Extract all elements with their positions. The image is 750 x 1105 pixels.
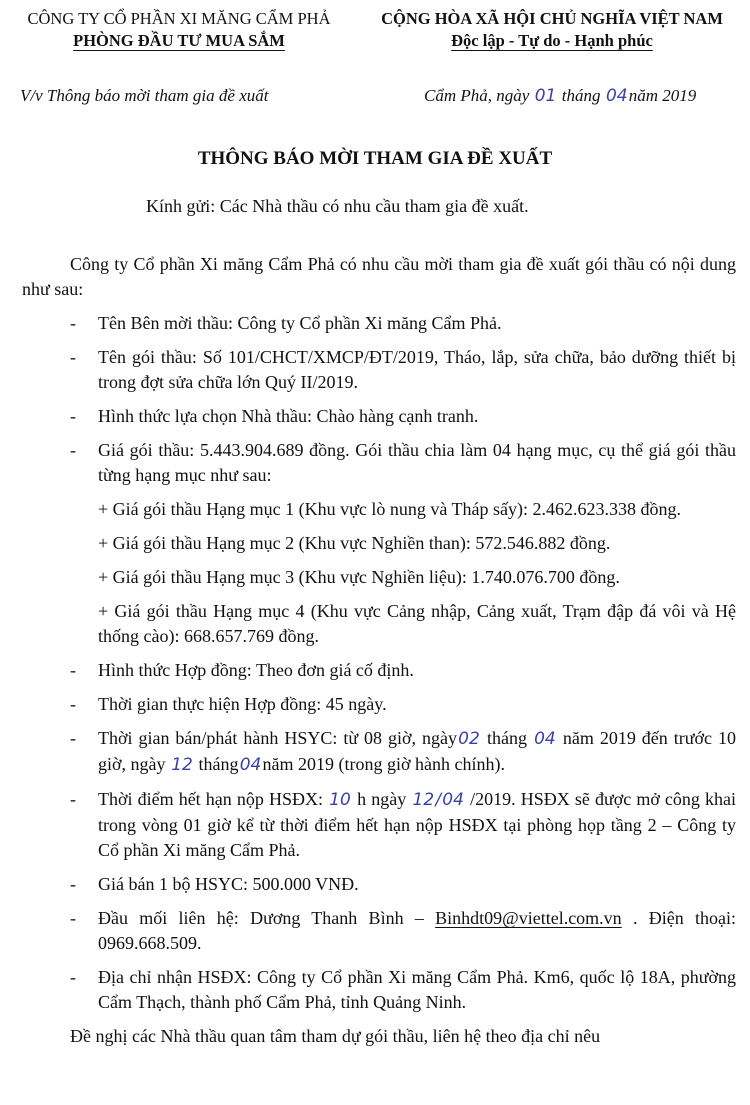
contact-email-link[interactable]: Binhdt09@viettel.com.vn xyxy=(435,908,622,928)
date-day-handwritten: 01 xyxy=(534,86,557,106)
release-text-4: tháng xyxy=(198,754,239,774)
sub-item-4: + Giá gói thầu Hạng mục 4 (Khu vực Cảng nhập, Cảng xuất, Trạm đập đá vôi và Hệ thống cào): 668.657.769 đồng. xyxy=(98,601,736,646)
sub-item-2: + Giá gói thầu Hạng mục 2 (Khu vực Nghiền than): 572.546.882 đồng. xyxy=(98,533,611,553)
contract-duration-text: Thời gian thực hiện Hợp đồng: 45 ngày. xyxy=(98,694,387,714)
dash-bullet: - xyxy=(70,789,76,809)
release-text-1: Thời gian bán/phát hành HSYC: từ 08 giờ, ngày xyxy=(98,728,457,748)
deadline-text-3: /2019. HSĐX sẽ được mở công khai trong vòng 01 giờ kể từ thời điểm hết hạn nộp HSĐX tại phòng họp tầng 2 – Công ty Cổ phần Xi măng Cẩm Phả. xyxy=(98,789,736,860)
motto xyxy=(362,30,742,52)
list-item-package-price xyxy=(22,438,736,488)
deadline-hour-handwritten: 10 xyxy=(329,790,351,810)
contract-type-text: Hình thức Hợp đồng: Theo đơn giá cố định. xyxy=(98,660,414,680)
list-item-package-name xyxy=(22,345,736,395)
list-item-hsyc-price xyxy=(22,872,736,897)
closing-paragraph: Đề nghị các Nhà thầu quan tâm tham dự gói thầu, liên hệ theo địa chỉ nêu xyxy=(70,1026,601,1046)
sub-item-3: + Giá gói thầu Hạng mục 3 (Khu vực Nghiền liệu): 1.740.076.700 đồng. xyxy=(98,567,620,587)
deadline-text-2: h ngày xyxy=(357,789,407,809)
dash-bullet: - xyxy=(70,908,76,928)
contact-text-2: . Điện thoại: 0969.668.509. xyxy=(98,908,737,953)
list-item-deadline xyxy=(22,787,736,863)
department-name xyxy=(8,30,350,52)
document-title: THÔNG BÁO MỜI THAM GIA ĐỀ XUẤT xyxy=(197,148,553,169)
package-price-text: Giá gói thầu: 5.443.904.689 đồng. Gói thầu chia làm 04 hạng mục, cụ thể giá gói thầu từng hạng mục như sau: xyxy=(98,440,736,485)
dash-bullet: - xyxy=(70,874,76,894)
release-text-3: năm 2019 đến trước 10 giờ, ngày xyxy=(98,728,736,774)
list-item-contract-duration xyxy=(22,692,736,717)
list-item-inviter xyxy=(22,311,736,336)
selection-method-text: Hình thức lựa chọn Nhà thầu: Chào hàng cạnh tranh. xyxy=(98,406,479,426)
hsyc-price-text: Giá bán 1 bộ HSYC: 500.000 VNĐ. xyxy=(98,874,359,894)
list-item-contact xyxy=(22,906,736,956)
contact-text-1: Đầu mối liên hệ: Dương Thanh Bình – xyxy=(98,908,424,928)
nation-name: CỘNG HÒA XÃ HỘI CHỦ NGHĨA VIỆT NAM xyxy=(381,9,723,28)
deadline-separator-handwritten: / xyxy=(435,790,442,810)
dash-bullet: - xyxy=(70,728,76,748)
deadline-month-handwritten: 04 xyxy=(442,790,464,810)
deadline-day-handwritten: 12 xyxy=(412,790,435,810)
intro-paragraph: Công ty Cổ phần Xi măng Cẩm Phả có nhu cầu mời tham gia đề xuất gói thầu có nội dung như sau: xyxy=(22,254,736,299)
list-item-release-time xyxy=(22,726,736,778)
date-month-label: tháng xyxy=(561,86,601,105)
dash-bullet: - xyxy=(70,694,76,714)
dash-bullet: - xyxy=(70,406,76,426)
package-name-text: Tên gói thầu: Số 101/CHCT/XMCP/ĐT/2019, Tháo, lắp, sửa chữa, bảo dưỡng thiết bị trong đợt sửa chữa lớn Quý II/2019. xyxy=(98,347,736,392)
reference-line: V/v Thông báo mời tham gia đề xuất xyxy=(20,86,269,105)
dash-bullet: - xyxy=(70,313,76,333)
deadline-text-1: Thời điểm hết hạn nộp HSĐX: xyxy=(98,789,323,809)
date-line xyxy=(424,86,696,106)
release-day-handwritten: 02 xyxy=(458,729,480,749)
dash-bullet: - xyxy=(70,440,76,460)
greeting: Kính gửi: Các Nhà thầu có nhu cầu tham gia đề xuất. xyxy=(146,196,529,216)
inviter-text: Tên Bên mời thầu: Công ty Cổ phần Xi măng Cẩm Phả. xyxy=(98,313,502,333)
date-month-handwritten: 04 xyxy=(605,86,628,106)
address-text: Địa chỉ nhận HSĐX: Công ty Cổ phần Xi măng Cẩm Phả. Km6, quốc lộ 18A, phường Cẩm Thạch, thành phố Cẩm Phả, tỉnh Quảng Ninh. xyxy=(98,967,736,1012)
release-end-day-handwritten: 12 xyxy=(171,755,193,775)
release-end-month-handwritten: 04 xyxy=(239,755,262,775)
list-item-address xyxy=(22,965,736,1015)
date-prefix: Cẩm Phả, ngày xyxy=(424,86,530,105)
header-left xyxy=(8,8,350,52)
department-name-text: PHÒNG ĐẦU TƯ MUA SẮM xyxy=(73,31,285,50)
dash-bullet: - xyxy=(70,347,76,367)
document-body xyxy=(22,252,736,1049)
dash-bullet: - xyxy=(70,967,76,987)
list-item-selection-method xyxy=(22,404,736,429)
company-name: CÔNG TY CỔ PHẦN XI MĂNG CẨM PHẢ xyxy=(27,9,331,28)
sub-item-1: + Giá gói thầu Hạng mục 1 (Khu vực lò nung và Tháp sấy): 2.462.623.338 đồng. xyxy=(98,499,681,519)
list-item-contract-type xyxy=(22,658,736,683)
motto-text: Độc lập - Tự do - Hạnh phúc xyxy=(451,31,653,50)
release-month-handwritten: 04 xyxy=(534,729,556,749)
date-year: năm 2019 xyxy=(628,86,697,105)
release-text-2: tháng xyxy=(486,728,527,748)
header-right xyxy=(362,8,742,52)
dash-bullet: - xyxy=(70,660,76,680)
release-text-5: năm 2019 (trong giờ hành chính). xyxy=(262,754,505,774)
